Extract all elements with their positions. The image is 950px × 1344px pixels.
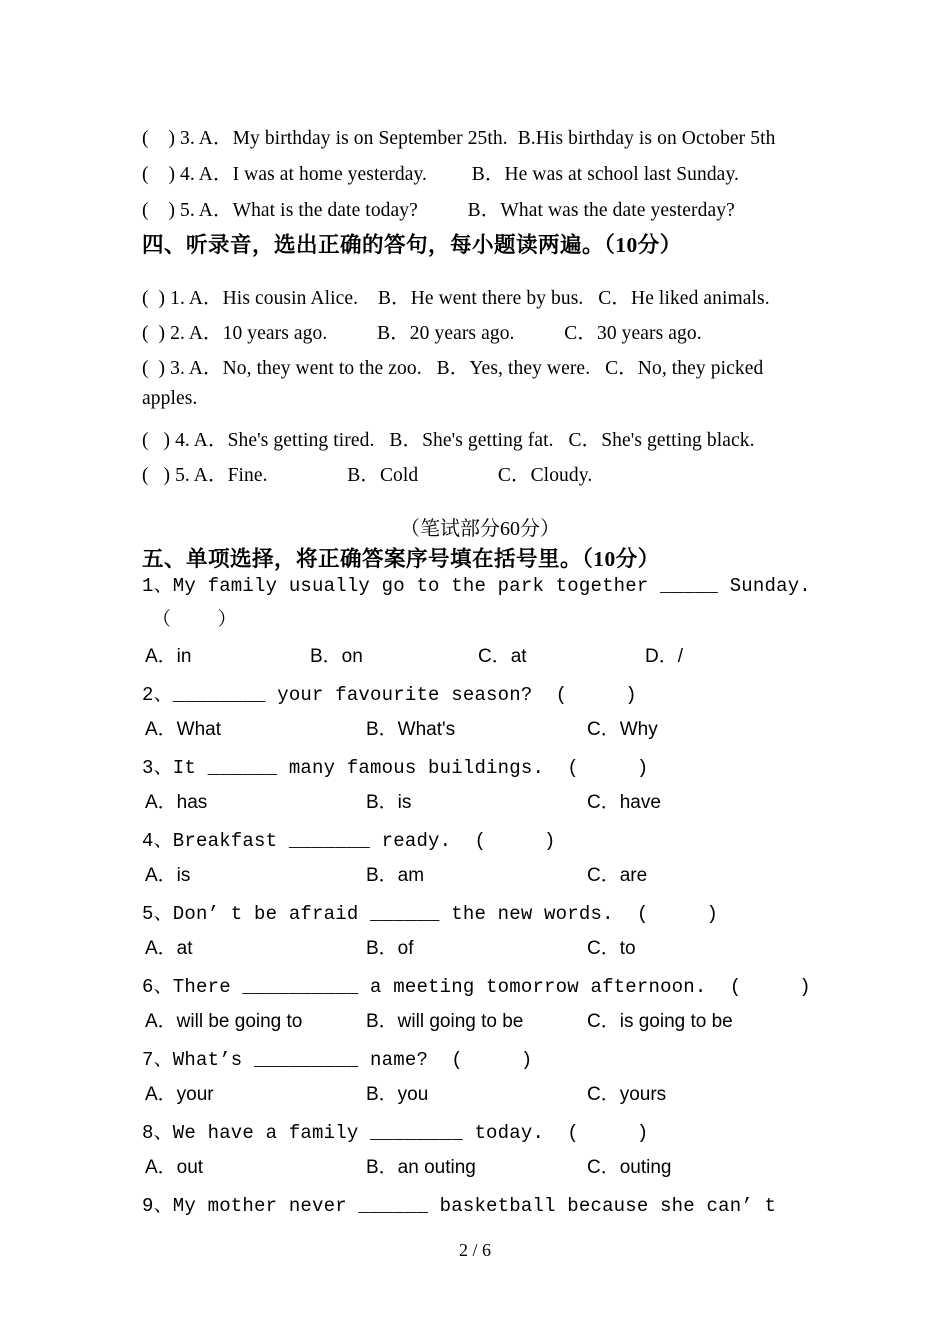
question-9-stem: 9、My mother never ______ basketball because she can’ t [142, 1195, 777, 1217]
question-3-options [142, 787, 902, 813]
question-6-options [142, 1006, 902, 1032]
question-7-options [142, 1079, 902, 1105]
question-1-option-a[interactable]: A．in [145, 646, 192, 667]
question-5-option-c[interactable]: C．to [587, 938, 636, 959]
question-7-option-c[interactable]: C．yours [587, 1084, 667, 1105]
section-four-heading: 四、听录音，选出正确的答句，每小题读两遍。（10分） [142, 233, 682, 257]
section-five-heading: 五、单项选择，将正确答案序号填在括号里。（10分） [142, 547, 660, 571]
question-4-stem: 4、Breakfast _______ ready. ( ) [142, 830, 556, 852]
question-2-stem: 2、________ your favourite season? ( ) [142, 684, 637, 706]
question-4-options [142, 860, 902, 886]
question-3-option-b[interactable]: B．is [366, 792, 412, 813]
listening-item-3-line: ( ) 3. A．My birthday is on September 25th. B.His birthday is on October 5th [142, 128, 776, 149]
page-number-footer: 2 / 6 [458, 1240, 491, 1260]
question-3-option-c[interactable]: C．have [587, 792, 661, 813]
question-1-option-d[interactable]: D．/ [645, 646, 684, 667]
question-8-stem: 8、We have a family ________ today. ( ) [142, 1122, 649, 1144]
question-2-option-b[interactable]: B．What's [366, 719, 456, 740]
section-four-item-5: ( ) 5. A．Fine. B．Cold C．Cloudy. [142, 465, 593, 486]
question-8-option-b[interactable]: B．an outing [366, 1157, 476, 1178]
section-four-item-2: ( ) 2. A．10 years ago. B．20 years ago. C．30 years ago. [142, 323, 702, 344]
question-1-options [142, 641, 902, 667]
section-four-item-4: ( ) 4. A．She's getting tired. B．She's getting fat. C．She's getting black. [142, 430, 755, 451]
written-part-banner: （笔试部分60分） [400, 518, 560, 540]
question-6-option-a[interactable]: A．will be going to [145, 1011, 303, 1032]
question-1-stem: 1、My family usually go to the park together _____ Sunday. [142, 575, 811, 597]
listening-item-5-line: ( ) 5. A．What is the date today? B．What was the date yesterday? [142, 200, 735, 221]
question-4-option-a[interactable]: A．is [145, 865, 191, 886]
question-5-stem: 5、Don’ t be afraid ______ the new words. ( ) [142, 903, 719, 925]
question-6-stem: 6、There __________ a meeting tomorrow afternoon. ( ) [142, 976, 811, 998]
section-four-item-1: ( ) 1. A．His cousin Alice. B．He went there by bus. C．He liked animals. [142, 288, 770, 309]
listening-item-4-line: ( ) 4. A．I was at home yesterday. B．He was at school last Sunday. [142, 164, 739, 185]
question-4-option-b[interactable]: B．am [366, 865, 425, 886]
question-3-option-a[interactable]: A．has [145, 792, 208, 813]
question-4-option-c[interactable]: C．are [587, 865, 648, 886]
question-8-option-c[interactable]: C．outing [587, 1157, 672, 1178]
question-7-stem: 7、What’s _________ name? ( ) [142, 1049, 533, 1071]
question-8-option-a[interactable]: A．out [145, 1157, 204, 1178]
question-5-options [142, 933, 902, 959]
question-1-option-c[interactable]: C．at [478, 646, 527, 667]
question-2-option-a[interactable]: A．What [145, 719, 222, 740]
question-7-option-b[interactable]: B．you [366, 1084, 429, 1105]
question-1-answer-bracket[interactable]: （ ） [152, 609, 237, 631]
section-four-item-3-continuation: apples. [142, 388, 198, 409]
question-5-option-b[interactable]: B．of [366, 938, 414, 959]
question-5-option-a[interactable]: A．at [145, 938, 193, 959]
question-1-option-b[interactable]: B．on [310, 646, 363, 667]
section-four-item-3: ( ) 3. A．No, they went to the zoo. B．Yes, they were. C．No, they picked [142, 358, 764, 379]
question-7-option-a[interactable]: A．your [145, 1084, 214, 1105]
question-2-option-c[interactable]: C．Why [587, 719, 658, 740]
question-2-options [142, 714, 902, 740]
question-6-option-c[interactable]: C．is going to be [587, 1011, 733, 1032]
question-3-stem: 3、It ______ many famous buildings. ( ) [142, 757, 649, 779]
question-6-option-b[interactable]: B．will going to be [366, 1011, 524, 1032]
question-8-options [142, 1152, 902, 1178]
